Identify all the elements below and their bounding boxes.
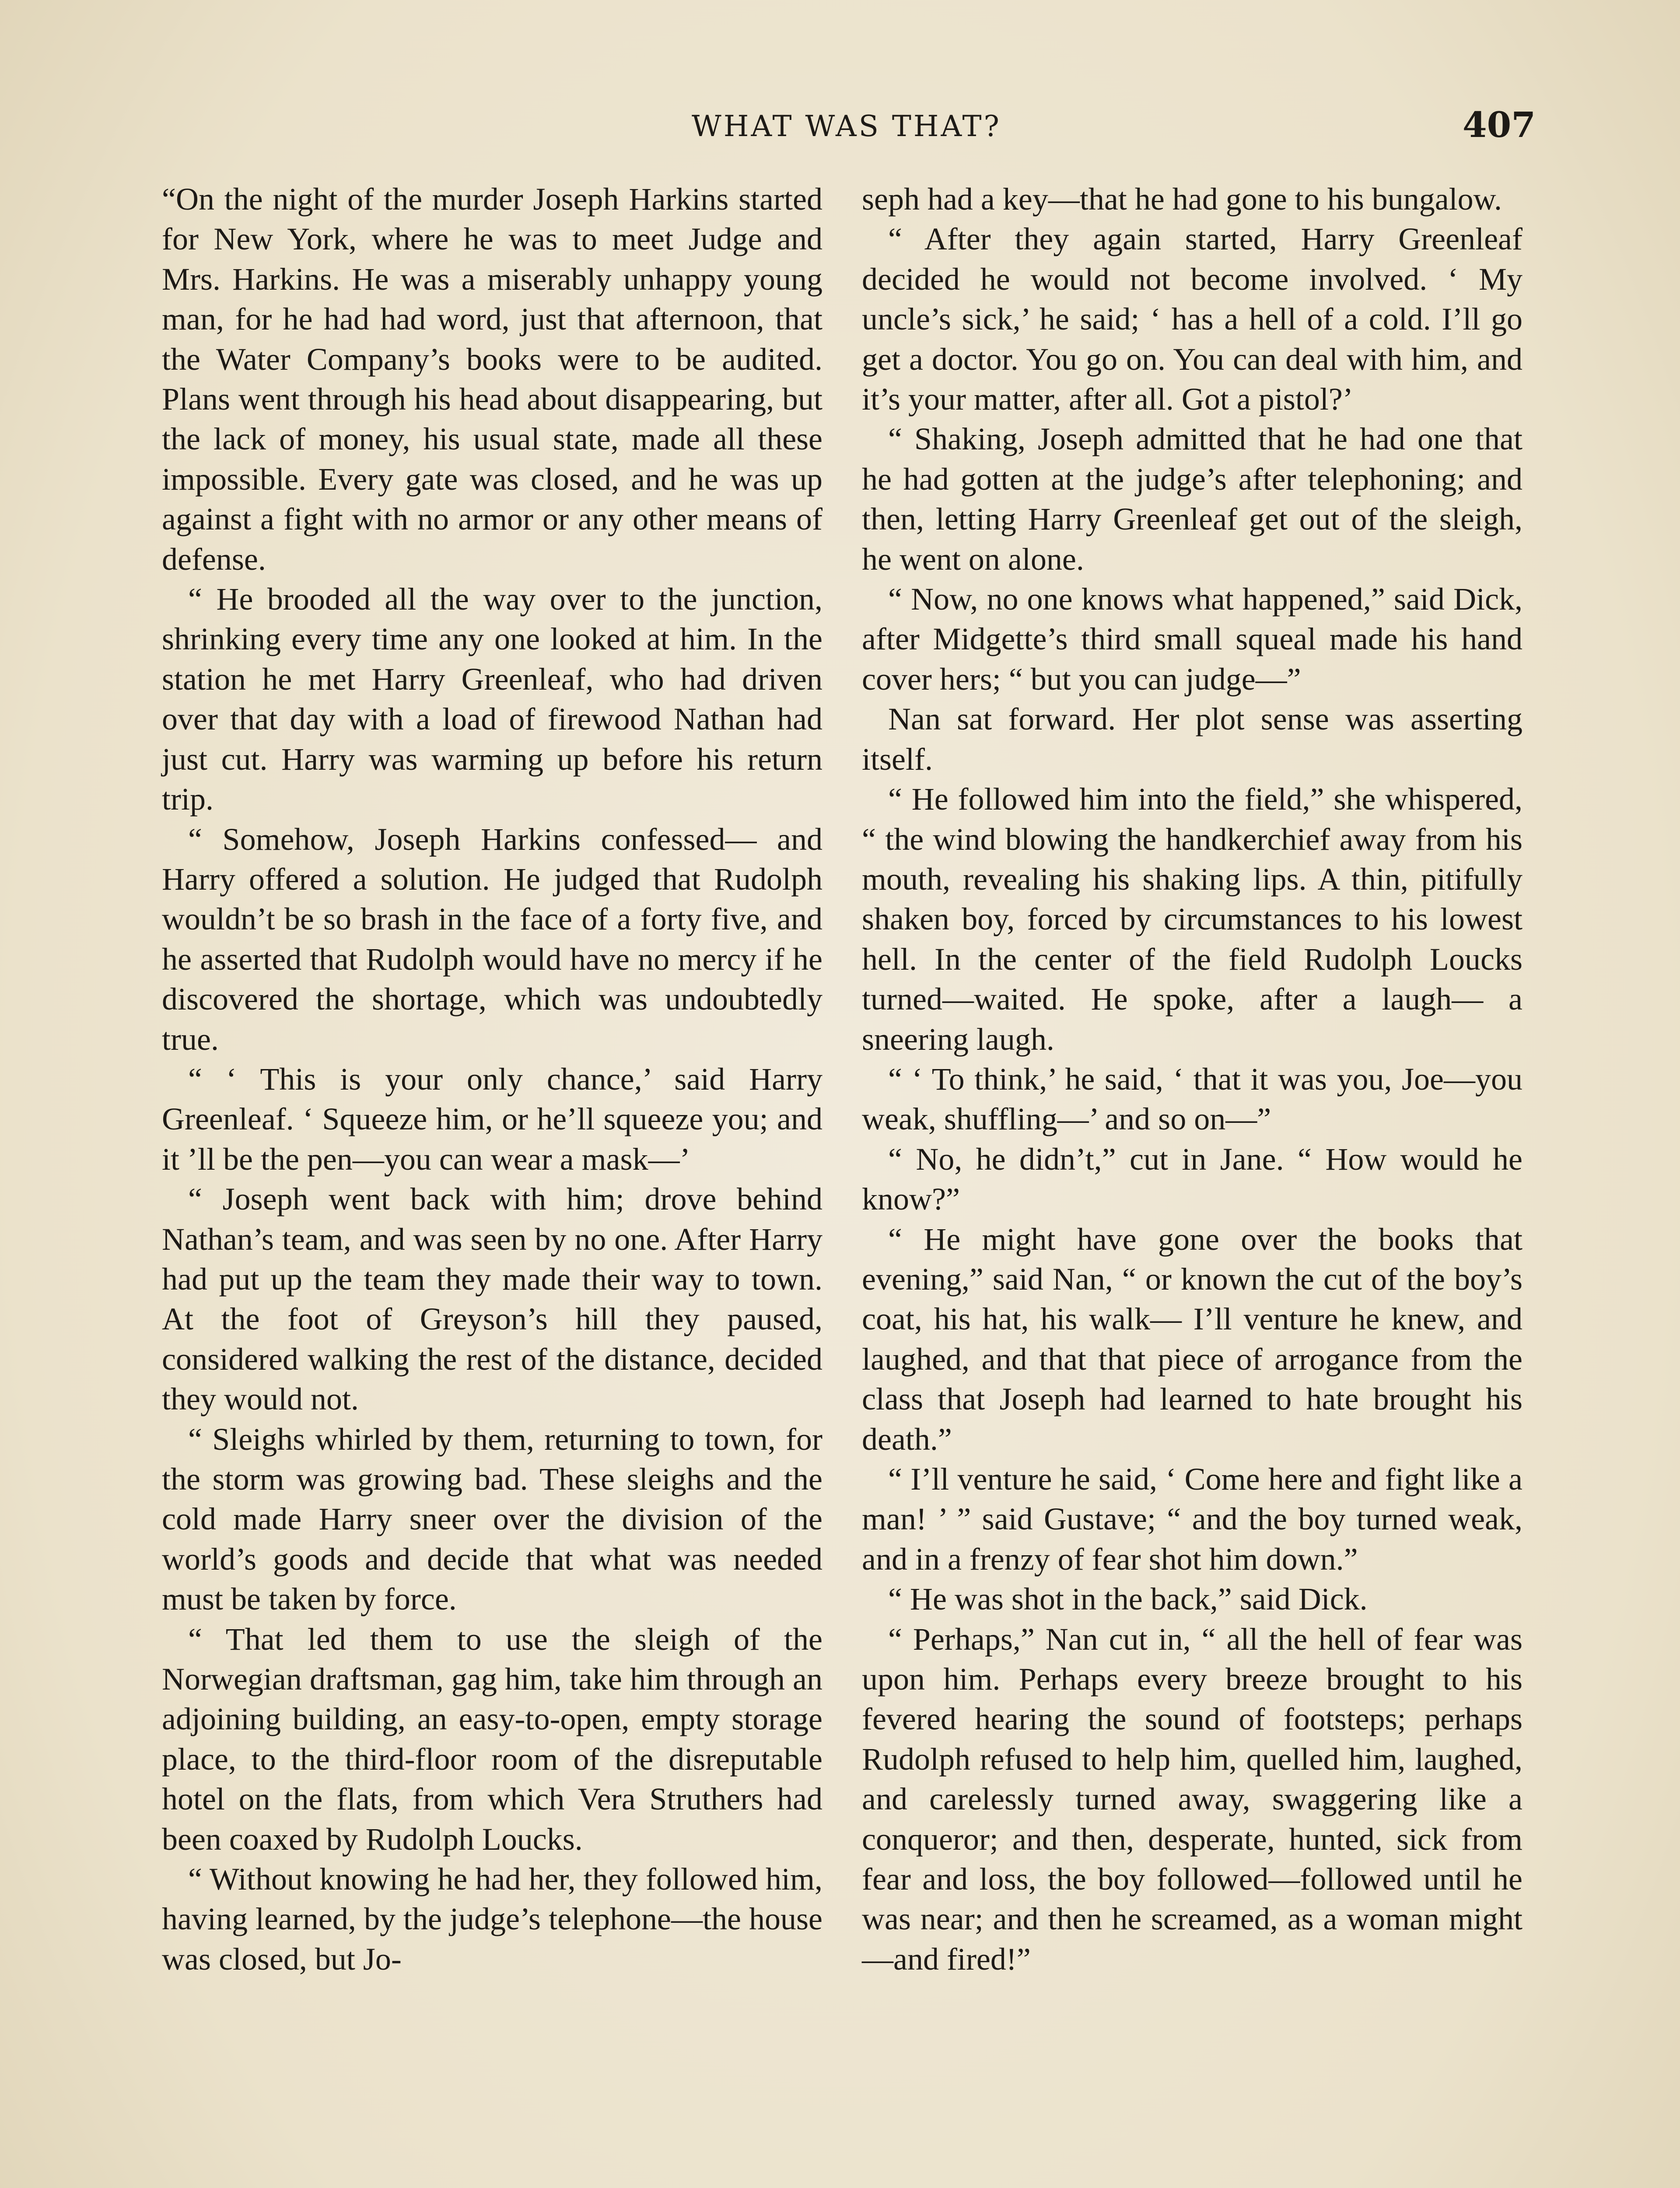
left-column <box>162 179 822 1979</box>
running-title: WHAT WAS THAT? <box>692 109 1001 143</box>
paragraph: “ Without knowing he had her, they followed him, having learned, by the judge’s telephone—the house was closed, but Jo- <box>162 1862 822 1977</box>
paragraph: “ After they again started, Harry Greenleaf decided he would not become involved. ‘ My uncle’s sick,’ he said; ‘ has a hell of a cold. I’ll go get a doctor. You go on. You can deal with him, and it’s your matter, after all. Got a pistol?’ <box>862 221 1522 417</box>
paragraph: “ He followed him into the field,” she whispered, “ the wind blowing the handkerchief away from his mouth, revealing his shaking lips. A thin, pitifully shaken boy, forced by circumstances to his lowest hell. In the center of the field Rudolph Loucks turned—waited. He spoke, after a laugh— a sneering laugh. <box>862 782 1522 1057</box>
paragraph: “ Perhaps,” Nan cut in, “ all the hell of fear was upon him. Perhaps every breeze brought to his fevered hearing the sound of footsteps; perhaps Rudolph refused to help him, quelled him, laughed, and carelessly turned away, swaggering like a conqueror; and then, desperate, hunted, sick from fear and loss, the boy followed—followed until he was near; and then he screamed, as a woman might—and fired!” <box>862 1621 1522 1977</box>
paragraph: “ No, he didn’t,” cut in Jane. “ How would he know?” <box>862 1141 1522 1217</box>
page-number: 407 <box>1463 104 1536 145</box>
paragraph: “ Joseph went back with him; drove behind Nathan’s team, and was seen by no one. After Harry had put up the team they made their way to town. At the foot of Greyson’s hill they paused, considered walking the rest of the distance, decided they would not. <box>162 1182 822 1417</box>
paragraph: “ He might have gone over the books that evening,” said Nan, “ or known the cut of the boy’s coat, his hat, his walk— I’ll venture he knew, and laughed, and that that piece of arrogance from the class that Joseph had learned to hate brought his death.” <box>862 1221 1522 1457</box>
paragraph: “ Sleighs whirled by them, returning to town, for the storm was growing bad. These sleighs and the cold made Harry sneer over the division of the world’s goods and decide that what was needed must be taken by force. <box>162 1421 822 1617</box>
paragraph-continuation: seph had a key—that he had gone to his bungalow. <box>862 182 1502 217</box>
paragraph: “ Now, no one knows what happened,” said Dick, after Midgette’s third small squeal made his hand cover hers; “ but you can judge—” <box>862 582 1522 697</box>
paragraph: “ Shaking, Joseph admitted that he had one that he had gotten at the judge’s after telephoning; and then, letting Harry Greenleaf get out of the sleigh, he went on alone. <box>862 421 1522 577</box>
paragraph: “ He brooded all the way over to the junction, shrinking every time any one looked at him. In the station he met Harry Greenleaf, who had driven over that day with a load of firewood Nathan had just cut. Harry was warming up before his return trip. <box>162 582 822 817</box>
paragraph: “ I’ll venture he said, ‘ Come here and fight like a man! ’ ” said Gustave; “ and the boy turned weak, and in a frenzy of fear shot him down.” <box>862 1462 1522 1577</box>
paragraph: “ That led them to use the sleigh of the Norwegian draftsman, gag him, take him through an adjoining building, an easy-to-open, empty storage place, to the third-floor room of the disreputable hotel on the flats, from which Vera Struthers had been coaxed by Rudolph Loucks. <box>162 1621 822 1857</box>
paragraph: “On the night of the murder Joseph Harkins started for New York, where he was to meet Judge and Mrs. Harkins. He was a miserably unhappy young man, for he had had word, just that afternoon, that the Water Company’s books were to be audited. Plans went through his head about disappearing, but the lack of money, his usual state, made all these impossible. Every gate was closed, and he was up against a fight with no armor or any other means of defense. <box>162 182 822 577</box>
paragraph: “ Somehow, Joseph Harkins confessed— and Harry offered a solution. He judged that Rudolph wouldn’t be so brash in the face of a forty five, and he asserted that Rudolph would have no mercy if he discovered the shortage, which was undoubtedly true. <box>162 821 822 1057</box>
paragraph: “ He was shot in the back,” said Dick. <box>888 1581 1368 1617</box>
paragraph: “ ‘ To think,’ he said, ‘ that it was you, Joe—you weak, shuffling—’ and so on—” <box>862 1061 1522 1137</box>
paragraph: Nan sat forward. Her plot sense was asserting itself. <box>862 701 1522 777</box>
page-header <box>158 104 1536 158</box>
paragraph: “ ‘ This is your only chance,’ said Harry Greenleaf. ‘ Squeeze him, or he’ll squeeze you; and it ’ll be the pen—you can wear a mask—’ <box>162 1061 822 1177</box>
right-column <box>862 179 1522 1979</box>
